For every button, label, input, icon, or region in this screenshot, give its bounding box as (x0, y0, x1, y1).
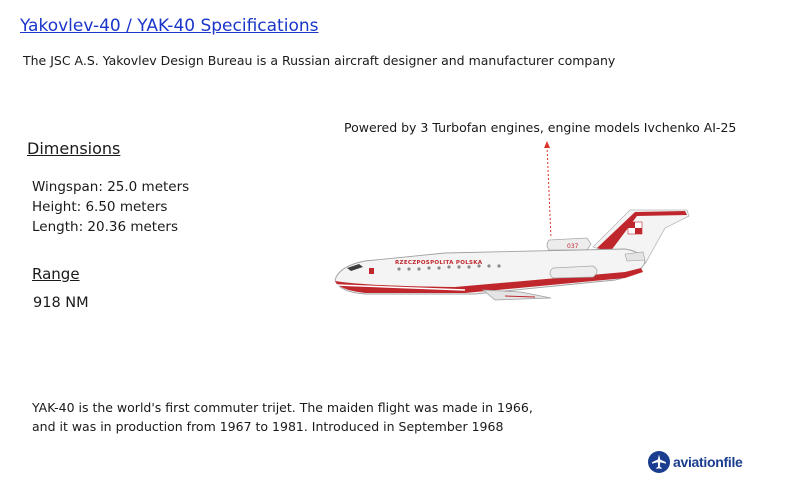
airplane-icon (648, 451, 670, 473)
height-value: Height: 6.50 meters (32, 199, 168, 215)
wingspan-value: Wingspan: 25.0 meters (32, 179, 190, 195)
engine-pointer-line (547, 146, 551, 238)
aviationfile-logo[interactable] (648, 451, 743, 473)
length-value: Length: 20.36 meters (32, 219, 178, 235)
dimensions-heading: Dimensions (27, 139, 121, 158)
side-engine (550, 266, 597, 278)
engine-annotation: Powered by 3 Turbofan engines, engine models Ivchenko AI-25 (344, 120, 737, 135)
dimensions-list (32, 177, 189, 237)
history-line-1: YAK-40 is the world's first commuter trijet. The maiden flight was made in 1966, (32, 400, 533, 415)
yak40-aircraft-illustration (325, 140, 705, 310)
range-heading: Range (32, 265, 80, 283)
logo-text: aviationfile (673, 454, 743, 470)
page-title-link[interactable]: Yakovlev-40 / YAK-40 Specifications (20, 16, 319, 36)
wing (483, 290, 551, 300)
livery-text: RZECZPOSPOLITA POLSKA (395, 260, 483, 266)
company-description: The JSC A.S. Yakovlev Design Bureau is a Russian aircraft designer and manufacturer company (23, 53, 616, 68)
history-description (32, 398, 533, 436)
tail-number: 037 (567, 243, 579, 250)
nose-emblem (369, 268, 374, 274)
engine-pointer-arrow (544, 141, 550, 148)
history-line-2: and it was in production from 1967 to 1981. Introduced in September 1968 (32, 419, 504, 434)
range-value: 918 NM (33, 295, 89, 311)
